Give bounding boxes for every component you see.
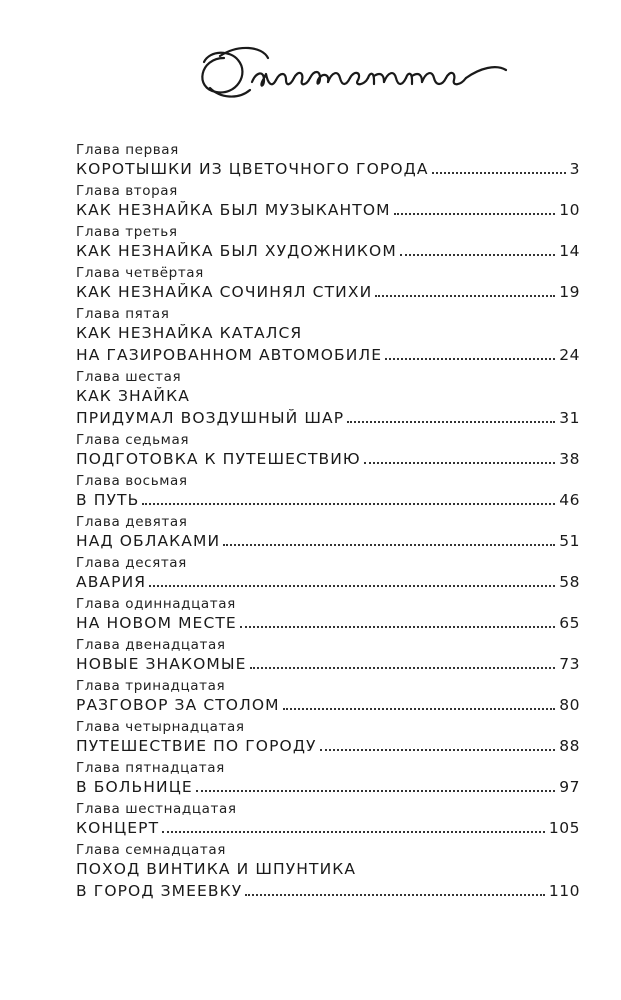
toc-entry xyxy=(76,596,580,637)
chapter-label: Глава седьмая xyxy=(76,432,190,448)
page-number: 80 xyxy=(559,696,580,714)
dot-leader xyxy=(142,502,555,505)
chapter-label: Глава одиннадцатая xyxy=(76,596,236,612)
toc-entry xyxy=(76,432,580,473)
dot-leader xyxy=(364,461,555,464)
toc-entry xyxy=(76,637,580,678)
chapter-label: Глава первая xyxy=(76,142,179,158)
toc-entry xyxy=(76,224,580,265)
dot-leader xyxy=(375,294,555,297)
toc-row[interactable] xyxy=(76,240,580,262)
chapter-label: Глава четырнадцатая xyxy=(76,719,245,735)
chapter-label: Глава двенадцатая xyxy=(76,637,226,653)
chapter-title: НА ГАЗИРОВАННОМ АВТОМОБИЛЕ xyxy=(76,346,383,364)
chapter-label: Глава четвёртая xyxy=(76,265,204,281)
toc-row[interactable] xyxy=(76,880,580,902)
chapter-title-line1[interactable]: КАК ЗНАЙКА xyxy=(76,387,190,405)
page-number: 31 xyxy=(559,409,580,427)
chapter-title: РАЗГОВОР ЗА СТОЛОМ xyxy=(76,696,280,714)
chapter-title-line1[interactable]: КАК НЕЗНАЙКА КАТАЛСЯ xyxy=(76,324,303,342)
chapter-title: В ПУТЬ xyxy=(76,491,140,509)
toc-entry xyxy=(76,760,580,801)
toc-row[interactable] xyxy=(76,694,580,716)
toc-entry xyxy=(76,678,580,719)
chapter-label: Глава девятая xyxy=(76,514,188,530)
page-number: 65 xyxy=(559,614,580,632)
dot-leader xyxy=(385,357,555,360)
page-number: 105 xyxy=(548,819,580,837)
dot-leader xyxy=(394,212,556,215)
toc-entry xyxy=(76,369,580,432)
page-number: 110 xyxy=(548,882,580,900)
chapter-title-line1[interactable]: ПОХОД ВИНТИКА И ШПУНТИКА xyxy=(76,860,357,878)
chapter-label: Глава шестая xyxy=(76,369,182,385)
dot-leader xyxy=(320,748,556,751)
chapter-title: В БОЛЬНИЦЕ xyxy=(76,778,193,796)
chapter-label: Глава шестнадцатая xyxy=(76,801,237,817)
chapter-label: Глава вторая xyxy=(76,183,178,199)
chapter-title: КАК НЕЗНАЙКА СОЧИНЯЛ СТИХИ xyxy=(76,283,373,301)
chapter-label: Глава десятая xyxy=(76,555,187,571)
toc-entry xyxy=(76,265,580,306)
chapter-title: ПОДГОТОВКА К ПУТЕШЕСТВИЮ xyxy=(76,450,361,468)
dot-leader xyxy=(250,666,556,669)
toc-row[interactable] xyxy=(76,612,580,634)
chapter-title: ПРИДУМАЛ ВОЗДУШНЫЙ ШАР xyxy=(76,409,345,427)
chapter-label: Глава семнадцатая xyxy=(76,842,226,858)
chapter-label: Глава тринадцатая xyxy=(76,678,226,694)
chapter-label: Глава третья xyxy=(76,224,178,240)
toc-row[interactable] xyxy=(76,407,580,429)
toc-row[interactable] xyxy=(76,530,580,552)
page-number: 14 xyxy=(559,242,580,260)
toc-row[interactable] xyxy=(76,817,580,839)
toc-entry xyxy=(76,142,580,183)
dot-leader xyxy=(400,253,555,256)
calligraphic-title-image xyxy=(190,28,510,118)
toc-entry xyxy=(76,555,580,596)
table-of-contents xyxy=(76,142,580,905)
page-number: 10 xyxy=(559,201,580,219)
toc-row[interactable] xyxy=(76,653,580,675)
toc-row[interactable] xyxy=(76,158,580,180)
toc-entry xyxy=(76,473,580,514)
toc-row[interactable] xyxy=(76,489,580,511)
dot-leader xyxy=(162,830,545,833)
toc-row[interactable] xyxy=(76,776,580,798)
page-number: 38 xyxy=(559,450,580,468)
dot-leader xyxy=(283,707,556,710)
chapter-title: НОВЫЕ ЗНАКОМЫЕ xyxy=(76,655,247,673)
page-number: 51 xyxy=(559,532,580,550)
chapter-label: Глава восьмая xyxy=(76,473,188,489)
toc-entry xyxy=(76,514,580,555)
toc-entry xyxy=(76,842,580,905)
page-number: 88 xyxy=(559,737,580,755)
toc-row[interactable] xyxy=(76,199,580,221)
chapter-title: КАК НЕЗНАЙКА БЫЛ ХУДОЖНИКОМ xyxy=(76,242,397,260)
page-number: 73 xyxy=(559,655,580,673)
page-number: 58 xyxy=(559,573,580,591)
dot-leader xyxy=(245,893,545,896)
toc-entry xyxy=(76,306,580,369)
chapter-label: Глава пятнадцатая xyxy=(76,760,225,776)
page-number: 97 xyxy=(559,778,580,796)
chapter-title: КОРОТЫШКИ ИЗ ЦВЕТОЧНОГО ГОРОДА xyxy=(76,160,429,178)
chapter-title: АВАРИЯ xyxy=(76,573,147,591)
page-number: 46 xyxy=(559,491,580,509)
chapter-title: КАК НЕЗНАЙКА БЫЛ МУЗЫКАНТОМ xyxy=(76,201,391,219)
page-title xyxy=(190,28,510,118)
toc-entry xyxy=(76,719,580,760)
dot-leader xyxy=(223,543,555,546)
toc-row[interactable] xyxy=(76,448,580,470)
toc-entry xyxy=(76,183,580,224)
dot-leader xyxy=(240,625,555,628)
chapter-title: ПУТЕШЕСТВИЕ ПО ГОРОДУ xyxy=(76,737,317,755)
chapter-label: Глава пятая xyxy=(76,306,170,322)
dot-leader xyxy=(149,584,555,587)
dot-leader xyxy=(347,420,555,423)
chapter-title: В ГОРОД ЗМЕЕВКУ xyxy=(76,882,243,900)
toc-row[interactable] xyxy=(76,735,580,757)
page-number: 19 xyxy=(559,283,580,301)
chapter-title: КОНЦЕРТ xyxy=(76,819,160,837)
toc-row[interactable] xyxy=(76,344,580,366)
dot-leader xyxy=(432,171,566,174)
chapter-title: НАД ОБЛАКАМИ xyxy=(76,532,221,550)
chapter-title: НА НОВОМ МЕСТЕ xyxy=(76,614,237,632)
toc-entry xyxy=(76,801,580,842)
dot-leader xyxy=(196,789,556,792)
toc-row[interactable] xyxy=(76,571,580,593)
page-number: 24 xyxy=(559,346,580,364)
page-number: 3 xyxy=(569,160,580,178)
toc-row[interactable] xyxy=(76,281,580,303)
